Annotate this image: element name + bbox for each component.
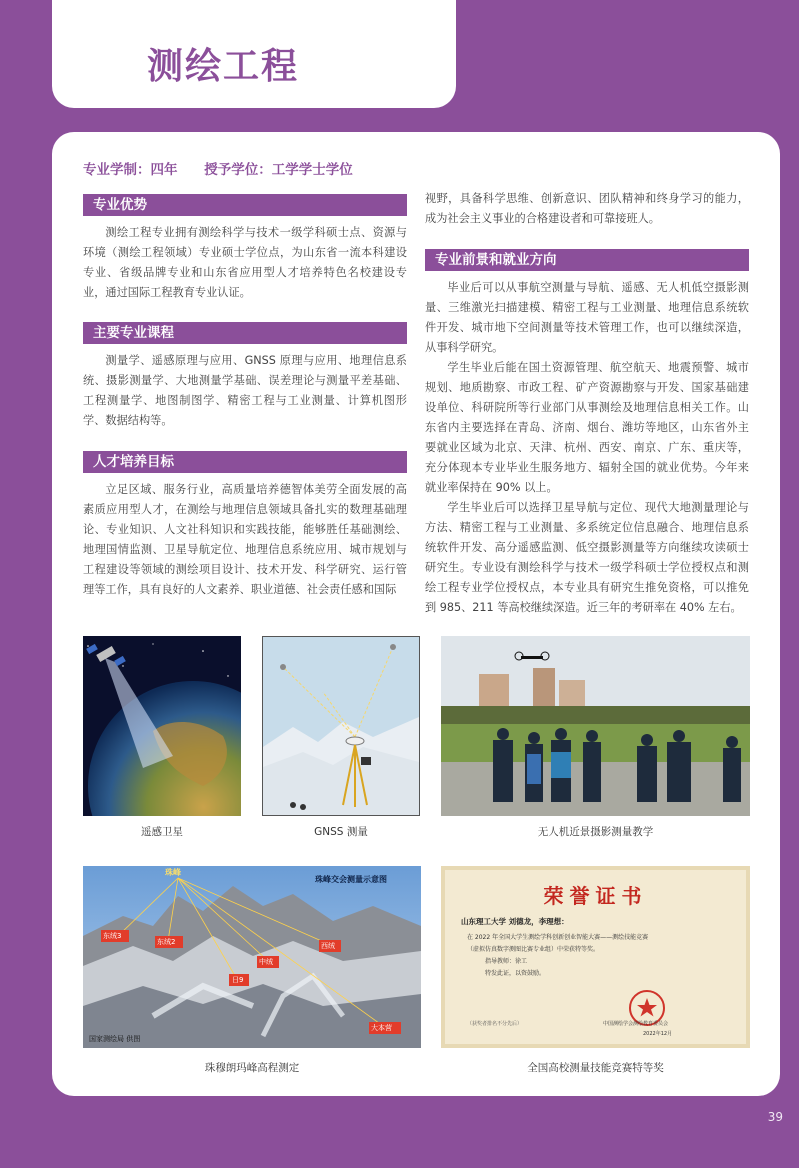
page-title: 测绘工程 (147, 46, 300, 87)
certificate-note: （获奖者排名不分先后） (467, 1021, 523, 1027)
everest-label-dongrong3: 东绒3 (103, 932, 122, 940)
everest-map-title: 珠峰交会测量示意图 (315, 875, 387, 884)
section-heading-courses: 主要专业课程 (83, 322, 407, 344)
everest-caption: 珠穆朗玛峰高程测定 (204, 1062, 300, 1074)
prospects-paragraph-3: 学生毕业后可以选择卫星导航与定位、现代大地测量理论与方法、精密工程与工业测量、多系统定位信息融合、地理信息系统软件开发、高分遥感监测、低空摄影测量等方向继续攻读硕士研究生。专业设有测绘科学与技术一级学科硕士学位授权点和测绘工程专业学位授权点，本专业具有研究生推免资格，可以推免到 985、211 等高校继续深造。近三年的考研率在 40% 左右。 (425, 501, 749, 614)
page-number: 39 (767, 1110, 783, 1124)
prospects-paragraph-1: 毕业后可以从事航空测量与导航、遥感、无人机低空摄影测量、三维激光扫描建模、精密工程与工业测量、地理信息系统软件开发、城市地下空间测量等技术管理工作，也可以继续深造，从事科学研究。 (425, 281, 749, 354)
gnss-illustration (263, 637, 419, 815)
content-card (52, 132, 780, 1096)
certificate-line-2: 在 2022 年全国大学生测绘学科创新创业智能大赛——测绘技能竞赛 (467, 934, 649, 941)
drone-caption: 无人机近景摄影测量教学 (537, 826, 654, 838)
certificate-date: 2022年12月 (643, 1031, 673, 1037)
section-heading-prospects: 专业前景和就业方向 (425, 249, 749, 271)
section-heading-goals: 人才培养目标 (83, 451, 407, 473)
certificate-line-1: 山东理工大学 刘德龙，李理想： (461, 917, 569, 926)
gnss-caption: GNSS 测量 (314, 826, 368, 838)
drone-illustration (441, 636, 750, 816)
program-duration: 专业学制：四年 (83, 162, 178, 178)
drone-photo (441, 636, 750, 816)
satellite-illustration (83, 636, 241, 816)
certificate-line-4: 指导教师：徐工 (485, 958, 528, 965)
courses-paragraph: 测量学、遥感原理与应用、GNSS 原理与应用、地理信息系统、摄影测量学、大地测量学基础、误差理论与测量平差基础、工程测量学、地图制图学、精密工程与工业测量、计算机图形学、数据结构等。 (83, 354, 407, 427)
certificate-issuer: 中国测绘学会测绘教育委员会 (603, 1021, 669, 1027)
satellite-photo (83, 636, 241, 816)
everest-label-basecamp: 大本营 (371, 1024, 392, 1032)
everest-illustration (83, 866, 421, 1048)
certificate-line-3: （虚拟仿真数字测图比赛专业组）中荣获特等奖。 (467, 946, 600, 953)
prospects-paragraph-2: 学生毕业后能在国土资源管理、航空航天、地震预警、城市规划、地质勘察、市政工程、矿产资源勘察与开发、国家基础建设单位、科研院所等行业部门从事测绘及地理信息相关工作。山东省内主要选择在青岛、济南、烟台、潍坊等地区，山东省外主要就业区域为北京、天津、杭州、西安、南京、广东、重庆等，充分体现本专业毕业生服务地方、辐射全国的就业优势。今年来就业率保持在 90% 以上。 (425, 361, 749, 494)
everest-label-ri9: 日9 (232, 976, 244, 984)
certificate-title: 荣誉证书 (543, 884, 648, 908)
certificate-photo (441, 866, 750, 1048)
advantage-paragraph: 测绘工程专业拥有测绘科学与技术一级学科硕士点、资源与环境（测绘工程领域）专业硕士学位点，为山东省一流本科建设专业、省级品牌专业和山东省应用型人才培养特色名校建设专业，通过国际工程教育专业认证。 (83, 226, 407, 299)
everest-photo (83, 866, 421, 1048)
everest-label-xirong: 西绒 (321, 942, 335, 950)
everest-label-dongrong2: 东绒2 (157, 938, 176, 946)
section-heading-advantage: 专业优势 (83, 194, 407, 216)
certificate-caption: 全国高校测量技能竞赛特等奖 (527, 1062, 664, 1074)
everest-credit: 国家测绘局 供图 (89, 1035, 141, 1043)
program-degree: 授予学位：工学学士学位 (204, 162, 353, 178)
satellite-caption: 遥感卫星 (141, 826, 183, 838)
title-card (52, 0, 456, 108)
everest-label-zhongrong: 中绒 (259, 958, 273, 966)
goals-continuation: 视野，具备科学思维、创新意识、团队精神和终身学习的能力，成为社会主义事业的合格建设者和可靠接班人。 (425, 192, 749, 225)
gnss-photo (262, 636, 420, 816)
certificate-line-5: 特发此证，以资鼓励。 (485, 970, 546, 977)
goals-paragraph: 立足区域、服务行业，高质量培养德智体美劳全面发展的高素质应用型人才，在测绘与地理信息领域具备扎实的数理基础理论、专业知识、人文社科知识和实践技能，能够胜任基础测绘、地理国情监测、卫星导航定位、地理信息系统应用、城市规划与工程建设等领域的测绘项目设计、技术开发、科学研究、运行管理等工作，具有良好的人文素养、职业道德、社会责任感和国际 (83, 483, 407, 596)
program-meta (83, 158, 375, 178)
everest-peak-label: 珠峰 (165, 868, 181, 877)
